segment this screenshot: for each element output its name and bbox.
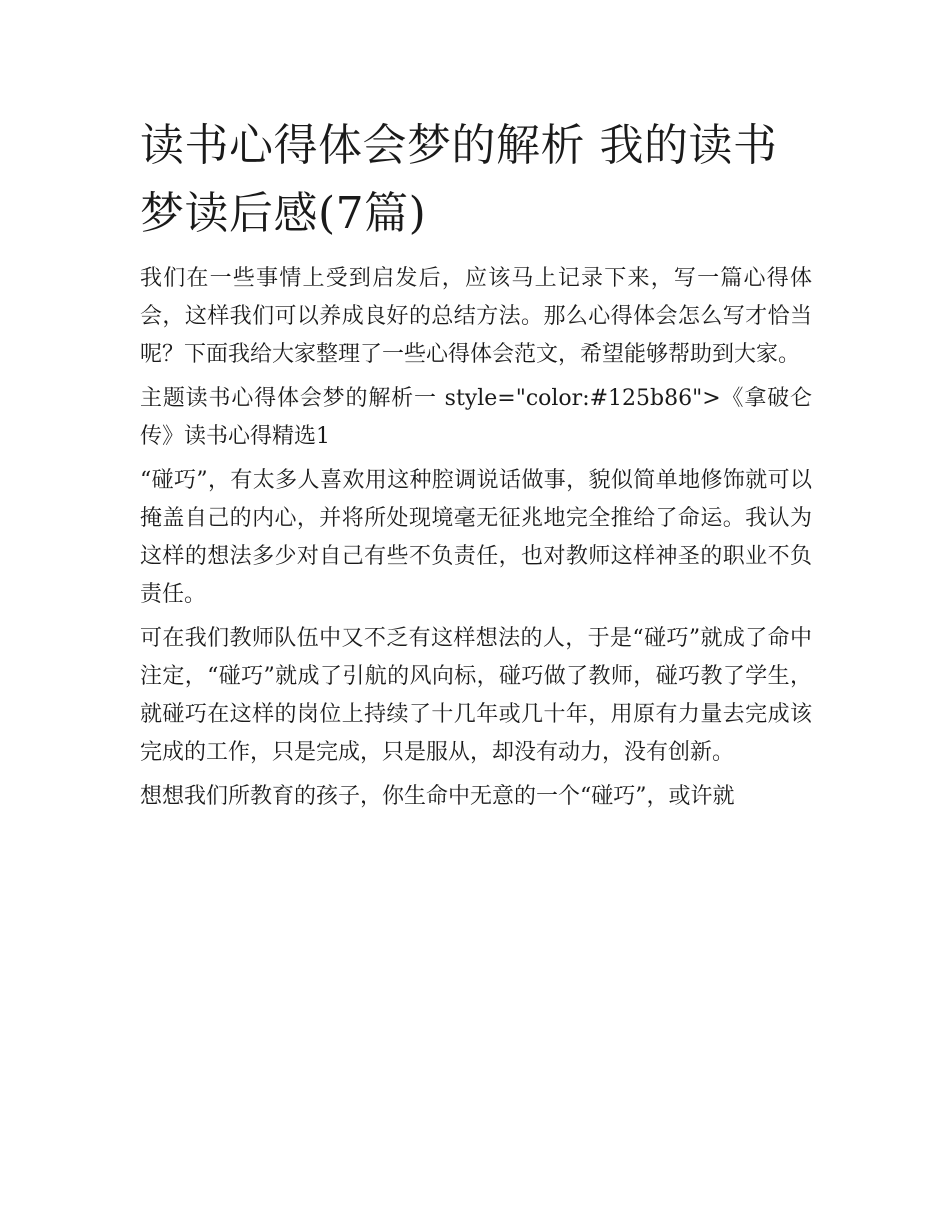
paragraph-body-1: “碰巧”，有太多人喜欢用这种腔调说话做事，貌似简单地修饰就可以掩盖自己的内心，并将所处现境毫无征兆地完全推给了命运。我认为这样的想法多少对自己有些不负责任，也对教师这样神圣的职业不负责任。 bbox=[140, 468, 812, 607]
paragraph-body-2: 可在我们教师队伍中又不乏有这样想法的人，于是“碰巧”就成了命中注定，“碰巧”就成了引航的风向标，碰巧做了教师，碰巧教了学生，就碰巧在这样的岗位上持续了十几年或几十年，用原有力量去完成该完成的工作，只是完成，只是服从，却没有动力，没有创新。 bbox=[140, 626, 812, 765]
document-page bbox=[140, 112, 812, 822]
document-title: 读书心得体会梦的解析 我的读书梦读后感(7篇) bbox=[140, 120, 778, 239]
paragraph-body-3: 想想我们所教育的孩子，你生命中无意的一个“碰巧”，或许就 bbox=[140, 784, 735, 809]
paragraph-subheading: 主题读书心得体会梦的解析一 style="color:#125b86">《拿破仑传》读书心得精选1 bbox=[140, 386, 812, 449]
paragraph-intro: 我们在一些事情上受到启发后，应该马上记录下来，写一篇心得体会，这样我们可以养成良好的总结方法。那么心得体会怎么写才恰当呢？下面我给大家整理了一些心得体会范文，希望能够帮助到大家。 bbox=[140, 266, 812, 367]
